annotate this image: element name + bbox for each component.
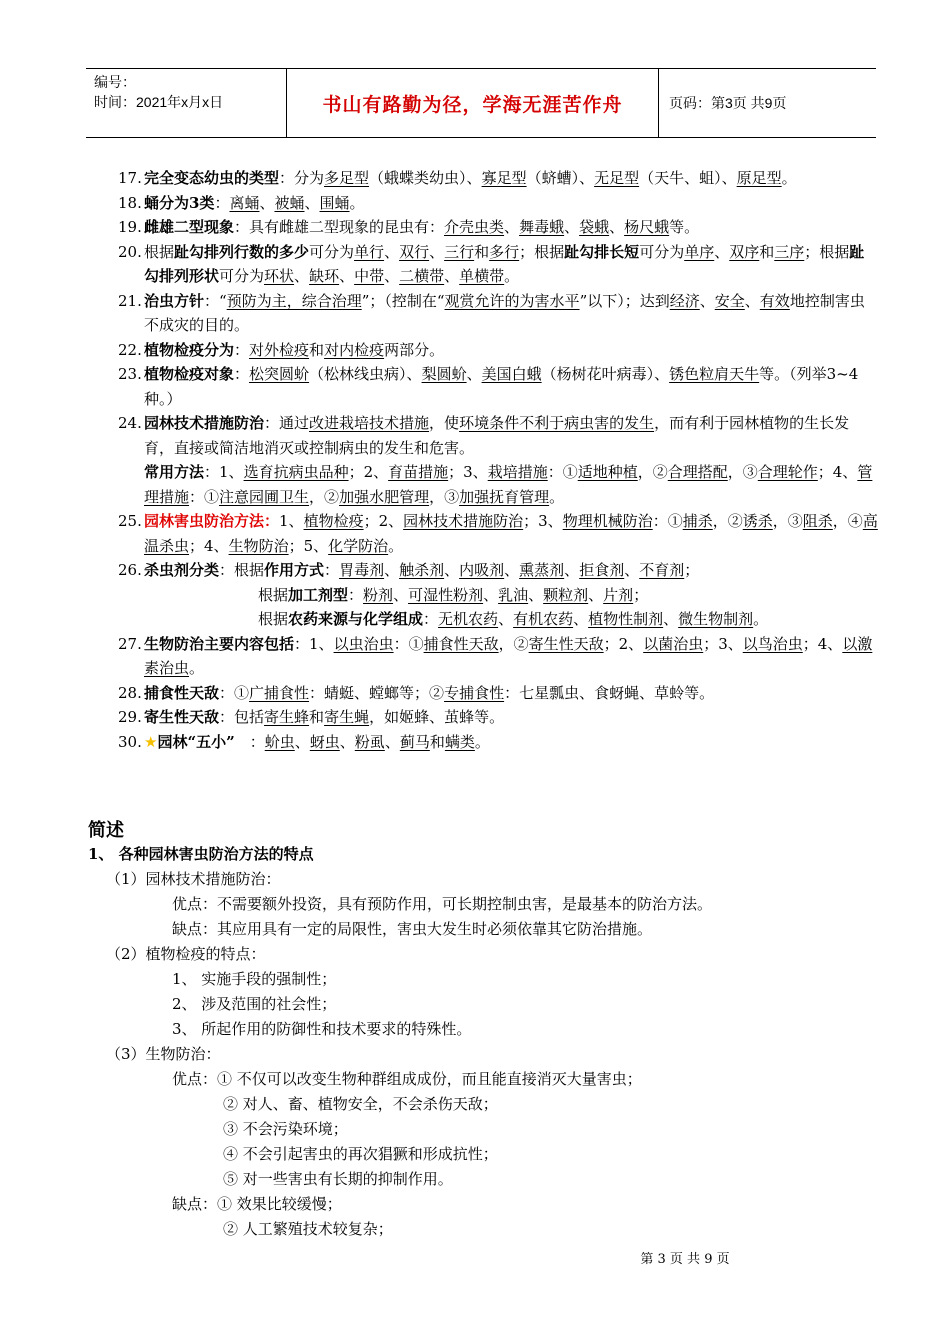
- item-number: 29.: [118, 708, 142, 726]
- item-number: 20.: [118, 242, 142, 261]
- item-text: 根据加工剂型：粉剂、可湿性粉剂、乳油、颗粒剂、片剂；: [258, 585, 649, 604]
- item-number: 18.: [118, 193, 142, 212]
- list-item: [96, 705, 878, 730]
- list-item: [96, 240, 878, 289]
- item-text: ★园林“五小” ：蚧虫、蚜虫、粉虱、蓟马和螨类。: [144, 732, 490, 751]
- item-number: 17.: [118, 169, 142, 187]
- item-text: 根据趾勾排列行数的多少可分为单行、双行、三行和多行；根据趾勾排长短可分为单序、双序和三序；根据趾勾排列形状可分为环状、缺环、中带、二横带、单横带。: [144, 242, 865, 285]
- list-item: [96, 215, 878, 240]
- item-number: 19.: [118, 218, 142, 236]
- disadvantage-text: ② 人工繁殖技术较复杂；: [223, 1220, 393, 1238]
- footer-page-number: 第 3 页 共 9 页: [640, 1252, 730, 1267]
- notes-list: [96, 166, 878, 754]
- list-item: [96, 632, 878, 681]
- item-text: 生物防治主要内容包括：1、以虫治虫：①捕食性天敌，②寄生性天敌；2、以菌治虫；3、以鸟治虫；4、以激素治虫。: [144, 634, 873, 677]
- item-number: 22.: [118, 340, 142, 359]
- list-item: [96, 460, 878, 509]
- item-number: 30.: [118, 732, 142, 751]
- item-text: 完全变态幼虫的类型：分为多足型（蛾蝶类幼虫）、寡足型（蛴螬）、无足型（天牛、蛆）、原足型。: [144, 169, 797, 187]
- item-text: 植物检疫对象：松突圆蚧（松林线虫病）、梨圆蚧、美国白蛾（杨树花叶病毒）、锈色粒肩天牛等。（列举3~4种。）: [144, 365, 859, 408]
- item-number: 27.: [118, 634, 142, 653]
- advantage-text: 优点：不需要额外投资，具有预防作用，可长期控制虫害，是最基本的防治方法。: [172, 895, 713, 913]
- advantage-text: ③ 不会污染环境；: [223, 1120, 348, 1138]
- item-text: 常用方法：1、选育抗病虫品种；2、育苗措施；3、栽培措施：①适地种植，②合理搭配，③合理轮作；4、管理措施：①注意园圃卫生，②加强水肥管理，③加强抚育管理。: [144, 463, 873, 506]
- list-item: [96, 289, 878, 338]
- list-item: [96, 558, 878, 583]
- header-meta: [86, 69, 286, 137]
- list-item: [96, 509, 878, 558]
- subsection-title: （2）植物检疫的特点：: [106, 945, 266, 963]
- subsection-title: （1）园林技术措施防治：: [106, 870, 281, 888]
- list-item: [96, 607, 878, 632]
- list-item: [96, 583, 878, 608]
- item-text: 园林技术措施防治：通过改进栽培技术措施，使环境条件不利于病虫害的发生，而有利于园林植物的生长发育，直接或简洁地消灭或控制病虫的发生和危害。: [144, 414, 850, 457]
- list-item: [96, 730, 878, 755]
- subsection-title: （3）生物防治：: [106, 1045, 221, 1063]
- item-number: 25.: [118, 512, 142, 530]
- list-item: 2、 涉及范围的社会性；: [172, 995, 337, 1013]
- list-item: [96, 191, 878, 216]
- list-item: [96, 166, 878, 191]
- list-item: [96, 681, 878, 706]
- page-number-label: 页码：第3页 共9页: [669, 95, 787, 111]
- item-text: 寄生性天敌：包括寄生蜂和寄生蝇，如姬蜂、茧蜂等。: [144, 708, 505, 726]
- item-number: 21.: [118, 291, 142, 310]
- list-item: [96, 411, 878, 460]
- page-footer: [0, 1248, 950, 1267]
- advantage-text: 优点：① 不仅可以改变生物种群组成成份，而且能直接消灭大量害虫；: [172, 1070, 642, 1088]
- list-item: 1、 实施手段的强制性；: [172, 970, 337, 988]
- question-heading: 1、 各种园林害虫防治方法的特点: [88, 845, 314, 863]
- time-label: 时间：2021年x月x日: [94, 94, 224, 110]
- item-text: 雌雄二型现象：具有雌雄二型现象的昆虫有：介壳虫类、舞毒蛾、袋蛾、杨尺蛾等。: [144, 218, 700, 236]
- header-motto-cell: [286, 69, 659, 137]
- advantage-text: ⑤ 对一些害虫有长期的抑制作用。: [223, 1170, 453, 1188]
- item-number: 24.: [118, 414, 142, 432]
- item-text: 蛹分为3类：离蛹、被蛹、围蛹。: [144, 193, 365, 212]
- advantage-text: ② 对人、畜、植物安全，不会杀伤天敌；: [223, 1095, 498, 1113]
- item-text: 捕食性天敌：①广捕食性：蜻蜓、螳螂等；②专捕食性：七星瓢虫、食蚜蝇、草蛉等。: [144, 683, 715, 702]
- header-motto: 书山有路勤为径，学海无涯苦作舟: [322, 93, 623, 116]
- list-item: [96, 362, 878, 411]
- item-text: 根据农药来源与化学组成：无机农药、有机农药、植物性制剂、微生物制剂。: [258, 610, 769, 628]
- summary-section: [88, 842, 878, 1242]
- item-text: 治虫方针：“预防为主，综合治理”；（控制在“观赏允许的为害水平”以下）；达到经济、安全、有效地控制害虫不成灾的目的。: [144, 291, 865, 334]
- disadvantage-text: 缺点：① 效果比较缓慢；: [172, 1195, 342, 1213]
- item-text: 植物检疫分为：对外检疫和对内检疫两部分。: [144, 340, 445, 359]
- item-number: 26.: [118, 561, 142, 579]
- advantage-text: ④ 不会引起害虫的再次猖獗和形成抗性；: [223, 1145, 498, 1163]
- item-text: 杀虫剂分类：根据作用方式：胃毒剂、触杀剂、内吸剂、熏蒸剂、拒食剂、不育剂；: [144, 561, 700, 579]
- item-number: 28.: [118, 683, 142, 702]
- disadvantage-text: 缺点：其应用具有一定的局限性，害虫大发生时必须依靠其它防治措施。: [172, 920, 653, 938]
- section-title: 简述: [88, 820, 124, 840]
- list-item: [96, 338, 878, 363]
- code-label: 编号：: [94, 74, 136, 90]
- item-number: 23.: [118, 365, 142, 383]
- item-text: 园林害虫防治方法：1、植物检疫；2、园林技术措施防治；3、物理机械防治：①捕杀，②诱杀，③阻杀，④高温杀虫；4、生物防治；5、化学防治。: [144, 512, 878, 555]
- page-header: [86, 68, 876, 138]
- list-item: 3、 所起作用的防御性和技术要求的特殊性。: [172, 1020, 472, 1038]
